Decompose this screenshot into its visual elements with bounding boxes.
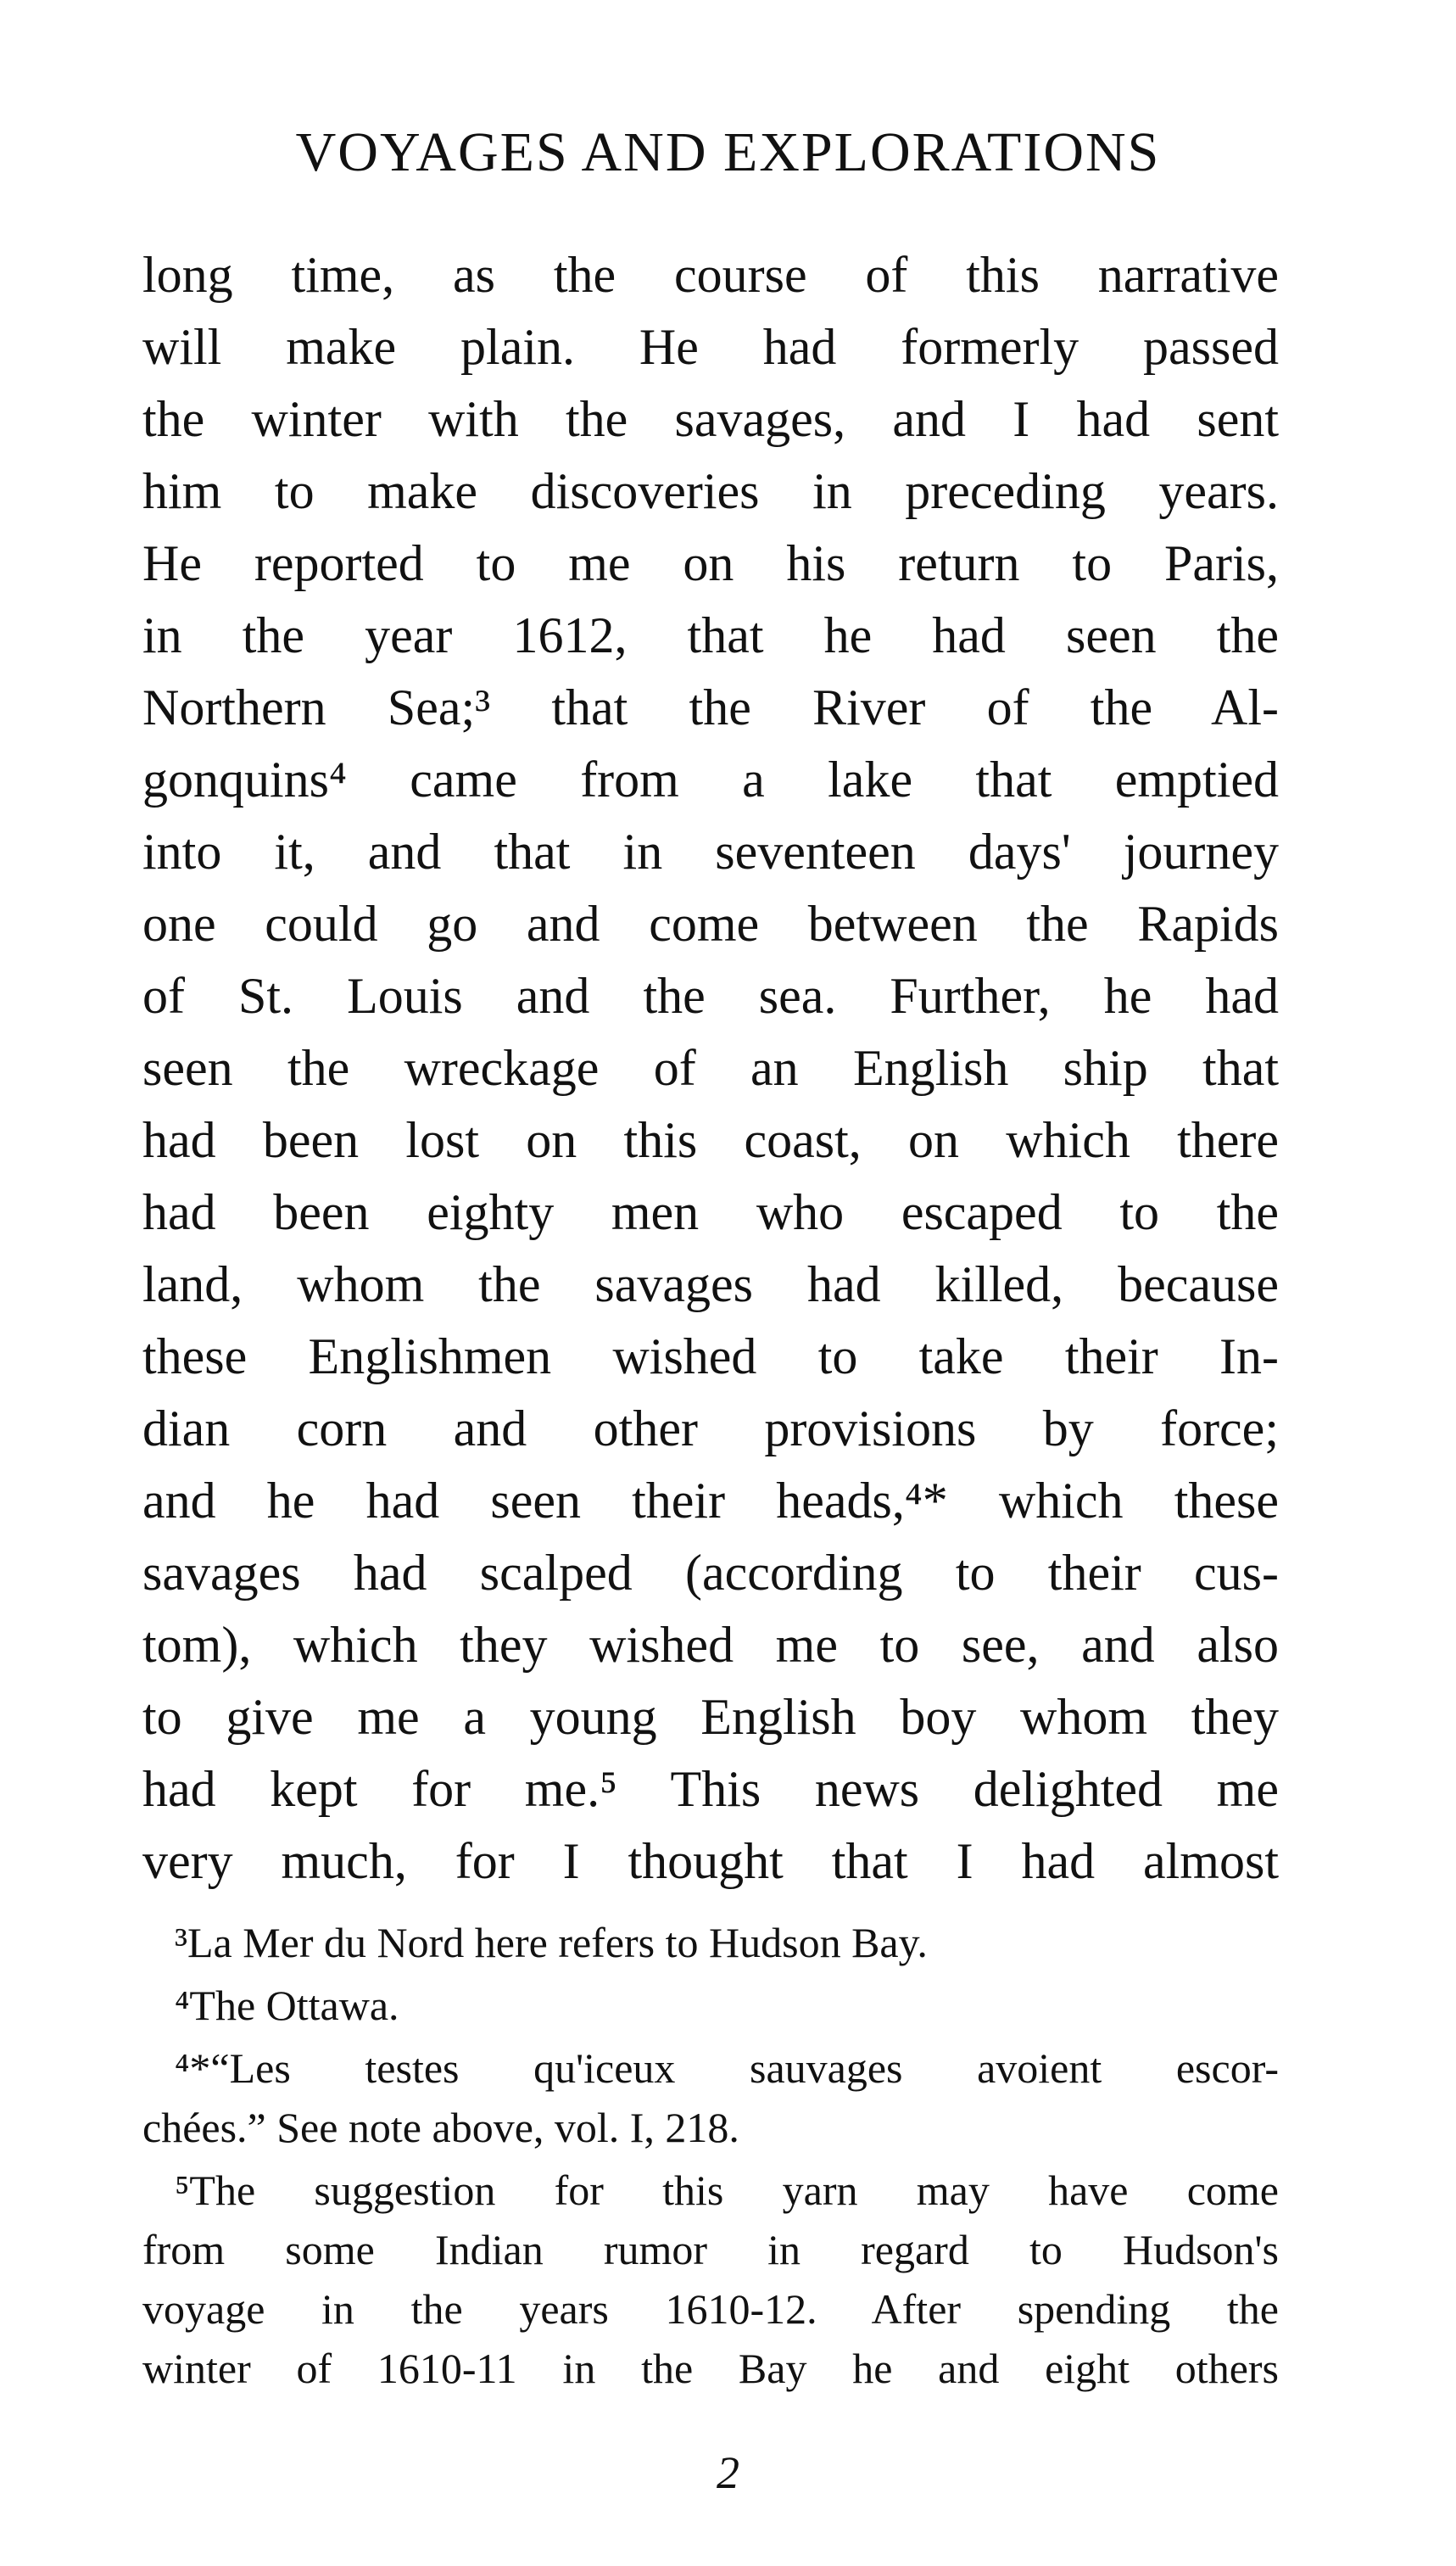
footnote	[142, 1913, 1279, 1972]
footnote-line: voyage in the years 1610-12. After spending the	[142, 2285, 1279, 2333]
body-text	[142, 239, 1279, 1898]
body-line: very much, for I thought that I had almost	[142, 1833, 1279, 1889]
body-line: into it, and that in seventeen days' journey	[142, 824, 1279, 880]
footnote-line: ⁴The Ottawa.	[175, 1982, 399, 2029]
footnote	[142, 2038, 1279, 2157]
body-line: long time, as the course of this narrative	[142, 247, 1279, 303]
body-line: land, whom the savages had killed, because	[142, 1256, 1279, 1312]
body-line: one could go and come between the Rapids	[142, 896, 1279, 952]
body-line: these Englishmen wished to take their In-	[142, 1328, 1279, 1384]
footnote-line: ³La Mer du Nord here refers to Hudson Bay.	[175, 1919, 928, 1966]
body-line: dian corn and other provisions by force;	[142, 1400, 1279, 1456]
body-line: will make plain. He had formerly passed	[142, 319, 1279, 375]
body-line: had kept for me.⁵ This news delighted me	[142, 1761, 1279, 1817]
body-line: had been eighty men who escaped to the	[142, 1184, 1279, 1240]
body-line: gonquins⁴ came from a lake that emptied	[142, 752, 1279, 808]
body-line: seen the wreckage of an English ship that	[142, 1040, 1279, 1096]
footnote-line: winter of 1610-11 in the Bay he and eight others	[142, 2345, 1279, 2392]
body-line: had been lost on this coast, on which there	[142, 1112, 1279, 1168]
footnote	[142, 1976, 1279, 2035]
body-line: him to make discoveries in preceding years.	[142, 463, 1279, 519]
footnote-line: ⁵The suggestion for this yarn may have come	[175, 2166, 1279, 2214]
body-line: of St. Louis and the sea. Further, he had	[142, 968, 1279, 1024]
body-line: tom), which they wished me to see, and also	[142, 1617, 1279, 1673]
footnotes	[142, 1913, 1279, 2398]
body-line: and he had seen their heads,⁴* which these	[142, 1473, 1279, 1529]
body-line: Northern Sea;³ that the River of the Al-	[142, 679, 1279, 735]
footnote-line: from some Indian rumor in regard to Hudson's	[142, 2226, 1279, 2273]
body-line: He reported to me on his return to Paris,	[142, 535, 1279, 591]
body-line: the winter with the savages, and I had sent	[142, 391, 1279, 447]
running-head: VOYAGES AND EXPLORATIONS	[295, 121, 1161, 183]
footnote	[142, 2161, 1279, 2398]
page-number: 2	[717, 2447, 739, 2498]
body-line: savages had scalped (according to their cus-	[142, 1545, 1279, 1601]
footnote-line: chées.” See note above, vol. I, 218.	[142, 2104, 739, 2151]
footnote-line: ⁴*“Les testes qu'iceux sauvages avoient escor-	[175, 2044, 1279, 2092]
body-line: in the year 1612, that he had seen the	[142, 607, 1279, 663]
body-line: to give me a young English boy whom they	[142, 1689, 1279, 1745]
